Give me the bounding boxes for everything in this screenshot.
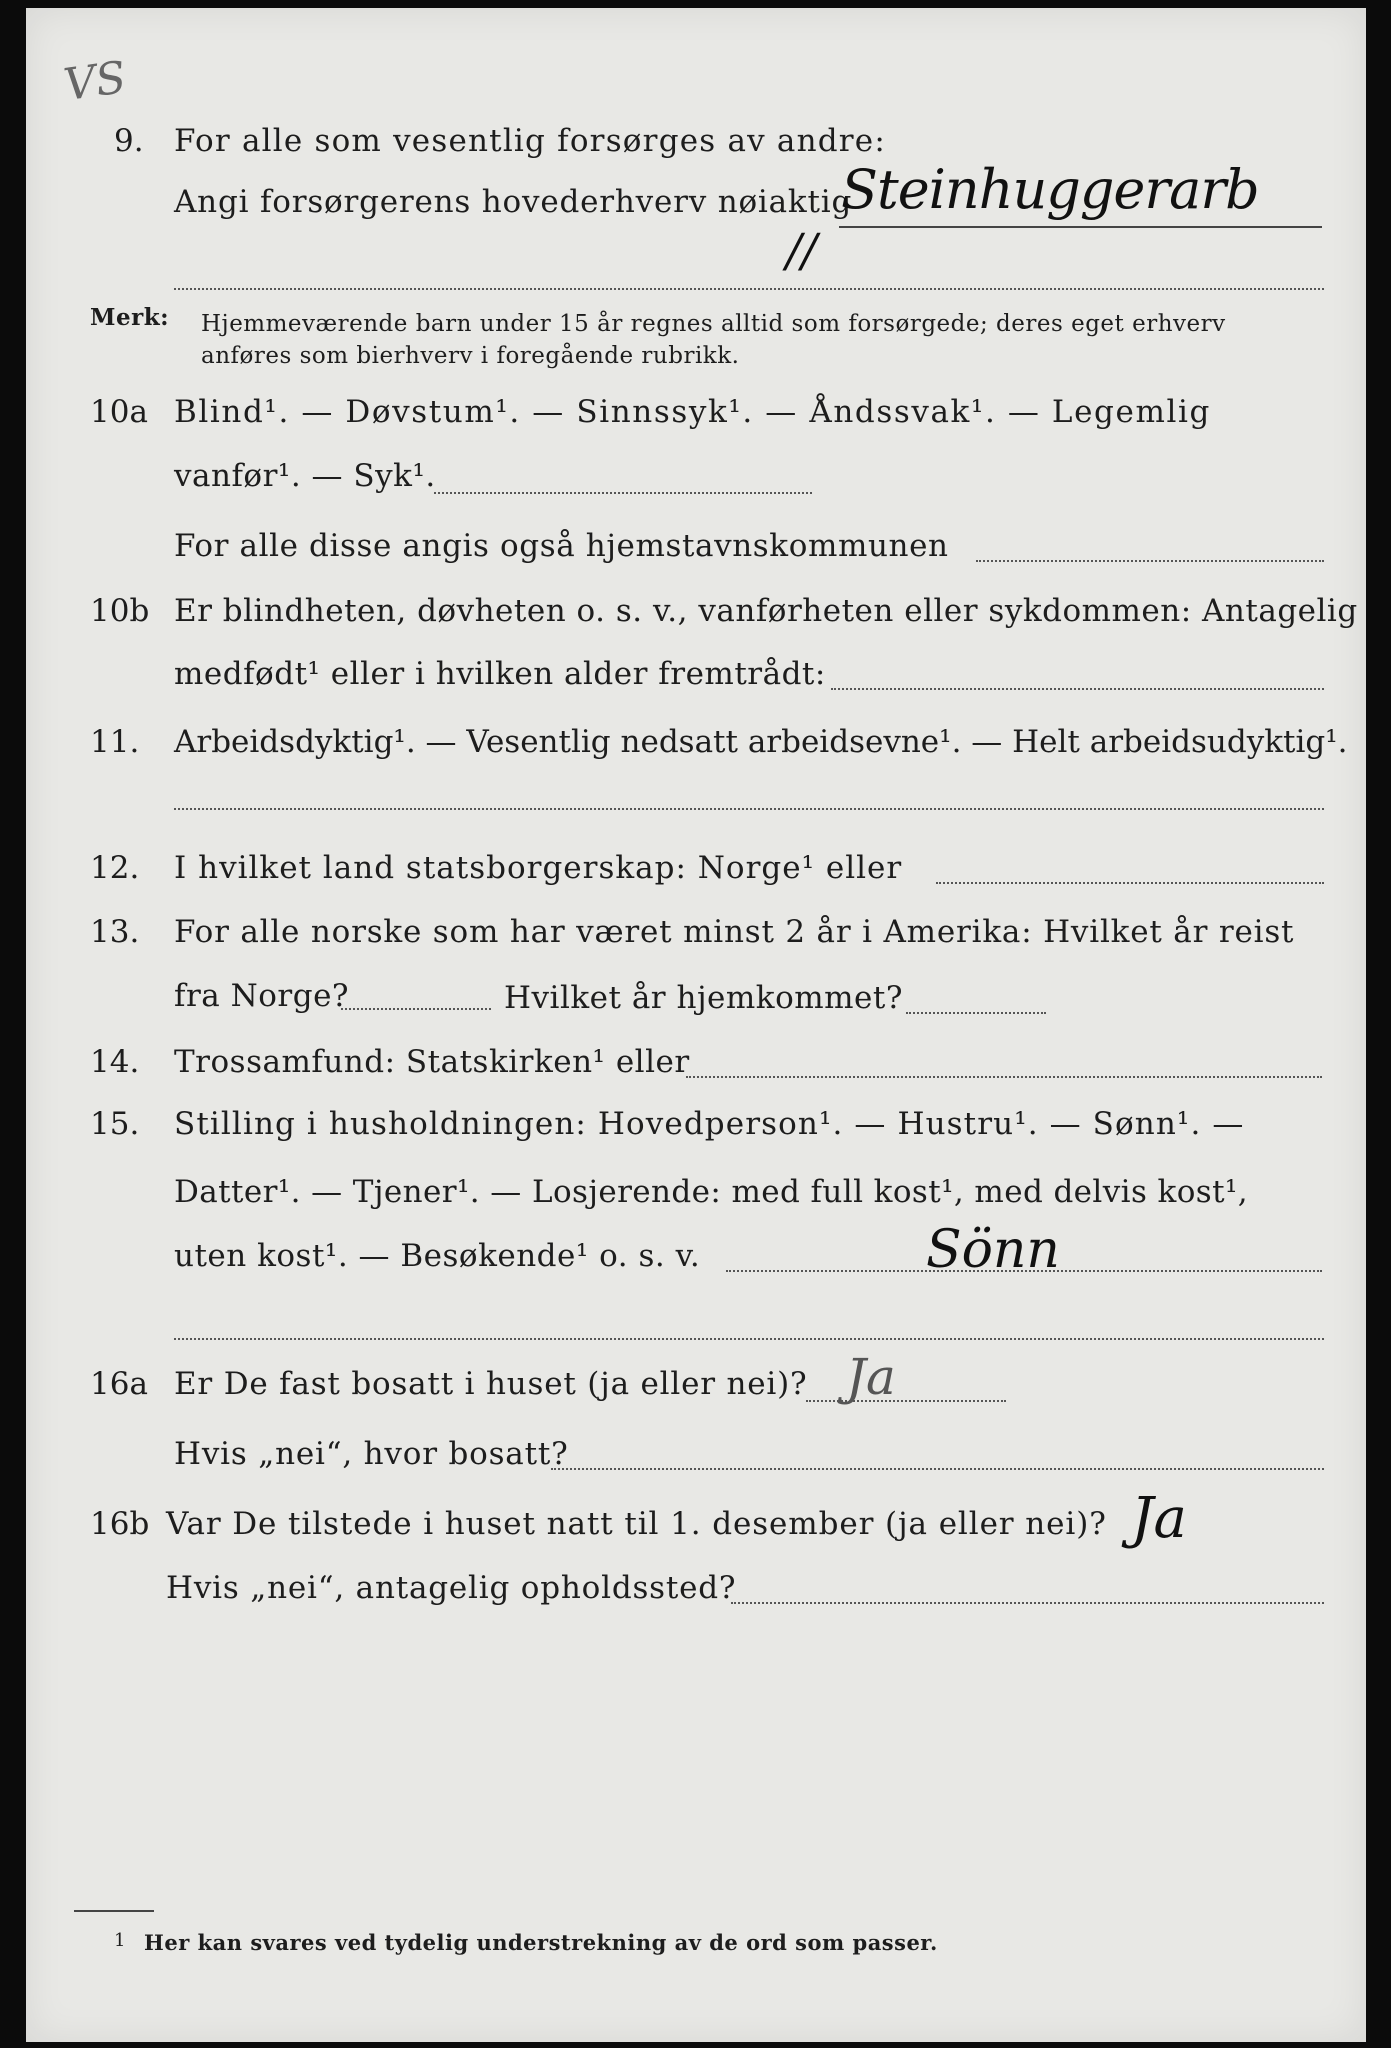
q15-number: 15. [90, 1106, 140, 1142]
q13-line2b: Hvilket år hjemkommet? [504, 980, 903, 1016]
q11-line1: Arbeidsdyktig¹. — Vesentlig nedsatt arbeidsevne¹. — Helt arbeidsudyktig¹. [174, 724, 1348, 760]
q15-extra-blank [174, 1338, 1324, 1340]
q16a-line2: Hvis „nei“, hvor bosatt? [174, 1436, 569, 1472]
q15-answer[interactable]: Sönn [926, 1220, 1060, 1280]
q11-blank [174, 808, 1324, 810]
q16b-number: 16b [90, 1506, 150, 1542]
q16a-blank1 [806, 1400, 1006, 1402]
q9-line2: Angi forsørgerens hovederhverv nøiaktig [174, 184, 853, 220]
corner-handwritten-mark: VS [60, 51, 130, 112]
q12-line1: I hvilket land statsborgerskap: Norge¹ eller [174, 850, 903, 886]
q15-line1: Stilling i husholdningen: Hovedperson¹. — Hustru¹. — Sønn¹. — [174, 1106, 1245, 1142]
merk-label: Merk: [90, 304, 170, 331]
merk-line1: Hjemmeværende barn under 15 år regnes alltid som forsørgede; deres eget erhverv [201, 311, 1226, 337]
q12-number: 12. [90, 850, 140, 886]
footnote-mark: 1 [114, 1930, 126, 1951]
q16b-blank [731, 1602, 1324, 1604]
q10a-line1: Blind¹. — Døvstum¹. — Sinnssyk¹. — Åndssvak¹. — Legemlig [174, 394, 1211, 430]
q9-number: 9. [114, 123, 144, 159]
q16b-answer[interactable]: Ja [1131, 1486, 1187, 1551]
q13-departure-blank [341, 1008, 491, 1010]
q16a-number: 16a [90, 1366, 148, 1402]
q13-line2a: fra Norge? [174, 978, 350, 1014]
q13-return-blank [906, 1012, 1046, 1014]
q9-blank-line [174, 288, 1324, 290]
merk-line2: anføres som bierhverv i foregående rubrikk. [201, 343, 740, 369]
q9-answer-ditto: // [786, 223, 817, 277]
q16a-line1: Er De fast bosatt i huset (ja eller nei)? [174, 1366, 808, 1402]
q10a-line3: For alle disse angis også hjemstavnskommunen [174, 528, 949, 564]
q10b-line2: medfødt¹ eller i hvilken alder fremtrådt: [174, 656, 826, 692]
q15-blank [726, 1270, 1322, 1272]
q10a-line2: vanfør¹. — Syk¹. [174, 458, 436, 494]
q12-blank [936, 882, 1324, 884]
q10b-blank [831, 688, 1324, 690]
footnote-rule [74, 1910, 154, 1912]
q14-blank [686, 1076, 1322, 1078]
q14-line1: Trossamfund: Statskirken¹ eller [174, 1044, 690, 1080]
q10b-number: 10b [90, 593, 150, 629]
q9-answer[interactable]: Steinhuggerarb [841, 158, 1259, 221]
q15-line3: uten kost¹. — Besøkende¹ o. s. v. [174, 1238, 701, 1274]
q16a-answer[interactable]: Ja [846, 1348, 896, 1406]
q13-line1: For alle norske som har været minst 2 år i Amerika: Hvilket år reist [174, 914, 1295, 950]
q9-answer-underline [839, 226, 1322, 228]
q10a-municipality-blank [976, 560, 1324, 562]
q16b-line1: Var De tilstede i huset natt til 1. desember (ja eller nei)? [166, 1506, 1107, 1542]
q11-number: 11. [90, 724, 140, 760]
q16a-blank2 [551, 1468, 1324, 1470]
q14-number: 14. [90, 1044, 140, 1080]
q9-line1: For alle som vesentlig forsørges av andre: [174, 123, 886, 159]
census-form-page [26, 8, 1366, 2042]
q10a-number: 10a [90, 394, 148, 430]
q10a-sick-blank [434, 492, 812, 494]
q10b-line1: Er blindheten, døvheten o. s. v., vanførheten eller sykdommen: Antagelig [174, 593, 1358, 629]
footnote-text: Her kan svares ved tydelig understrekning av de ord som passer. [144, 1930, 938, 1955]
q13-number: 13. [90, 914, 140, 950]
q15-line2: Datter¹. — Tjener¹. — Losjerende: med full kost¹, med delvis kost¹, [174, 1174, 1249, 1210]
q16b-line2: Hvis „nei“, antagelig opholdssted? [166, 1570, 737, 1606]
